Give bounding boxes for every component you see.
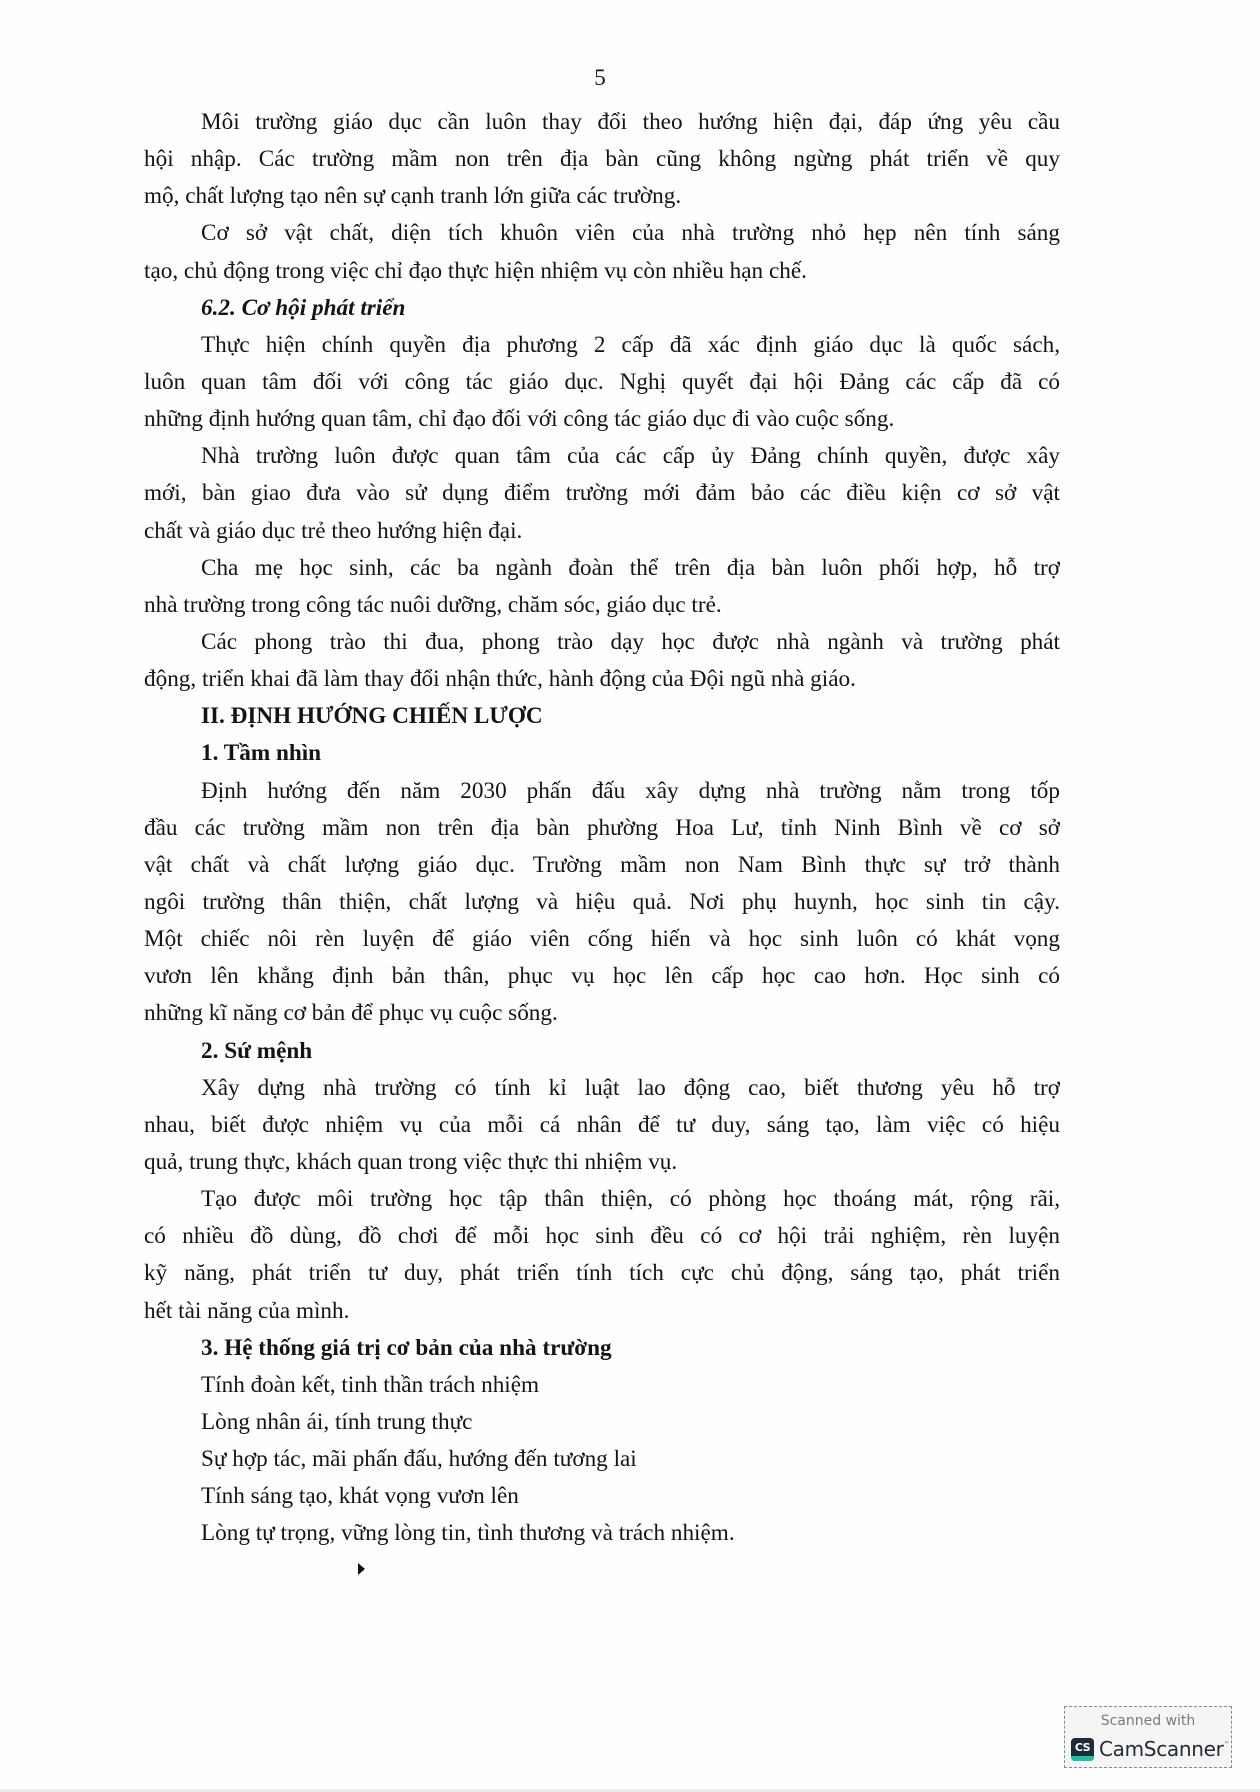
- paragraph-line: Một chiếc nôi rèn luyện để giáo viên cống hiến và học sinh luôn có khát vọng: [144, 926, 1060, 953]
- paragraph: [144, 1070, 1060, 1181]
- paragraph-line: mới, bàn giao đưa vào sử dụng điểm trường mới đảm bảo các điều kiện cơ sở vật: [144, 480, 1060, 507]
- list-item: Sự hợp tác, mãi phấn đấu, hướng đến tương lai: [201, 1446, 637, 1473]
- paragraph-line: mộ, chất lượng tạo nên sự cạnh tranh lớn giữa các trường.: [144, 183, 682, 210]
- paragraph-line: Môi trường giáo dục cần luôn thay đổi theo hướng hiện đại, đáp ứng yêu cầu: [201, 109, 1060, 135]
- paragraph-line: Định hướng đến năm 2030 phấn đấu xây dựng nhà trường nằm trong tốp: [201, 777, 1060, 804]
- paragraph-line: nhau, biết được nhiệm vụ của mỗi cá nhân để tư duy, sáng tạo, làm việc có hiệu: [144, 1111, 1060, 1138]
- subsection-heading: 6.2. Cơ hội phát triển: [201, 294, 406, 321]
- paragraph-line: những kĩ năng cơ bản để phục vụ cuộc sống.: [144, 1000, 558, 1027]
- list-item: Lòng nhân ái, tính trung thực: [201, 1408, 473, 1435]
- watermark-caption: Scanned with: [1100, 1713, 1196, 1729]
- paragraph-line: hết tài năng của mình.: [144, 1297, 350, 1324]
- section-heading: II. ĐỊNH HƯỚNG CHIẾN LƯỢC: [201, 703, 543, 730]
- camscanner-logo-icon: CS: [1071, 1738, 1094, 1761]
- paragraph-line: hội nhập. Các trường mầm non trên địa bàn cũng không ngừng phát triển về quy: [144, 146, 1060, 173]
- paragraph-line: Xây dựng nhà trường có tính kỉ luật lao động cao, biết thương yêu hỗ trợ: [201, 1074, 1060, 1101]
- paragraph: [144, 773, 1060, 1033]
- paragraph-line: có nhiều đồ dùng, đồ chơi để mỗi học sinh đều có cơ hội trải nghiệm, rèn luyện: [144, 1223, 1060, 1250]
- paragraph-line: kỹ năng, phát triển tư duy, phát triển tính tích cực chủ động, sáng tạo, phát triển: [144, 1260, 1060, 1287]
- trademark-symbol: ™: [1223, 1741, 1230, 1748]
- list-item: Tính đoàn kết, tinh thần trách nhiệm: [201, 1371, 540, 1398]
- paragraph: [144, 215, 1060, 289]
- page-number: 5: [594, 65, 606, 90]
- paragraph-line: động, triển khai đã làm thay đổi nhận thức, hành động của Đội ngũ nhà giáo.: [144, 666, 856, 693]
- list-item: Lòng tự trọng, vững lòng tin, tình thương và trách nhiệm.: [201, 1520, 735, 1547]
- paragraph-line: nhà trường trong công tác nuôi dưỡng, chăm sóc, giáo dục trẻ.: [144, 591, 722, 618]
- paragraph: [144, 550, 1060, 624]
- section-heading: 3. Hệ thống giá trị cơ bản của nhà trường: [201, 1334, 612, 1361]
- paragraph-line: Tạo được môi trường học tập thân thiện, có phòng học thoáng mát, rộng rãi,: [201, 1186, 1060, 1213]
- paragraph: [144, 327, 1060, 438]
- paragraph-line: vật chất và chất lượng giáo dục. Trường mầm non Nam Bình thực sự trở thành: [144, 851, 1060, 878]
- paragraph: [144, 104, 1060, 215]
- paragraph-line: đầu các trường mầm non trên địa bàn phường Hoa Lư, tỉnh Ninh Bình về cơ sở: [144, 814, 1060, 841]
- document-body: [144, 104, 1060, 1552]
- paragraph: [144, 438, 1060, 549]
- camscanner-watermark: [1064, 1706, 1232, 1768]
- section-heading: 1. Tầm nhìn: [201, 740, 322, 767]
- scan-speck: [358, 1563, 365, 1575]
- paragraph: [144, 624, 1060, 698]
- watermark-brand-row: [1071, 1736, 1230, 1762]
- paragraph-line: Nhà trường luôn được quan tâm của các cấp ủy Đảng chính quyền, được xây: [201, 443, 1060, 470]
- section-heading: 2. Sứ mệnh: [201, 1037, 313, 1064]
- paragraph-line: Các phong trào thi đua, phong trào dạy học được nhà ngành và trường phát: [201, 628, 1060, 655]
- paragraph-line: Cơ sở vật chất, diện tích khuôn viên của nhà trường nhỏ hẹp nên tính sáng: [201, 220, 1060, 247]
- paragraph-line: những định hướng quan tâm, chỉ đạo đối với công tác giáo dục đi vào cuộc sống.: [144, 406, 895, 433]
- paragraph-line: chất và giáo dục trẻ theo hướng hiện đại.: [144, 517, 523, 544]
- paragraph-line: Cha mẹ học sinh, các ba ngành đoàn thể trên địa bàn luôn phối hợp, hỗ trợ: [201, 554, 1060, 581]
- paragraph-line: luôn quan tâm đối với công tác giáo dục. Nghị quyết đại hội Đảng các cấp đã có: [144, 368, 1060, 395]
- watermark-brand: CamScanner: [1099, 1737, 1224, 1761]
- paragraph-line: quả, trung thực, khách quan trong việc thực thi nhiệm vụ.: [144, 1148, 678, 1175]
- paragraph-line: tạo, chủ động trong việc chỉ đạo thực hiện nhiệm vụ còn nhiều hạn chế.: [144, 257, 807, 284]
- list-item: Tính sáng tạo, khát vọng vươn lên: [201, 1483, 519, 1510]
- paragraph: [144, 1181, 1060, 1330]
- paragraph-line: vươn lên khẳng định bản thân, phục vụ học lên cấp học cao hơn. Học sinh có: [144, 963, 1060, 990]
- paragraph-line: Thực hiện chính quyền địa phương 2 cấp đã xác định giáo dục là quốc sách,: [201, 331, 1060, 358]
- paragraph-line: ngôi trường thân thiện, chất lượng và hiệu quả. Nơi phụ huynh, học sinh tin cậy.: [144, 888, 1060, 915]
